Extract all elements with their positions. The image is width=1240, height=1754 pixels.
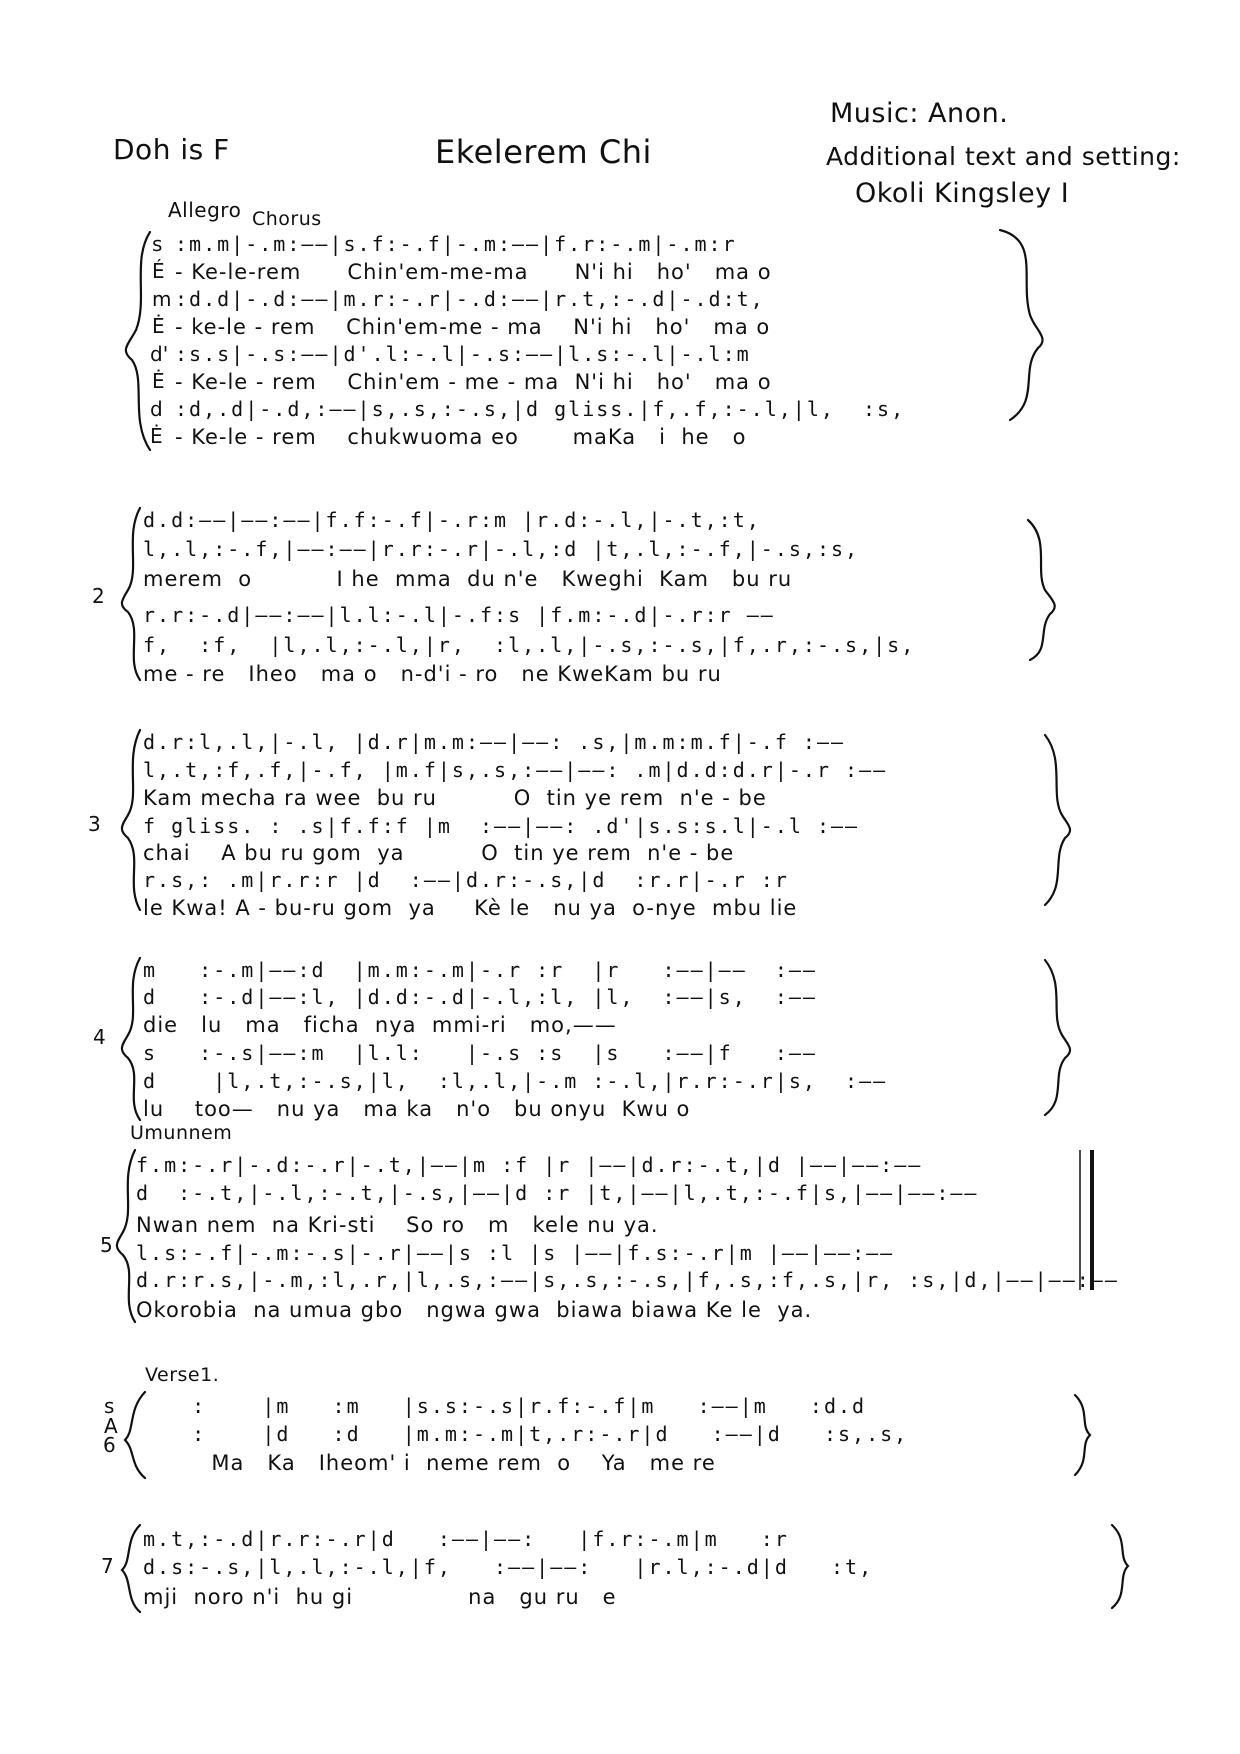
verse-label: Verse1. [145, 1364, 220, 1386]
voice-line: d.r:r.s,|-.m,:l,.r,|l,.s,:——|s,.s,:-.s,|f,.s,:f,.s,|r, :s,|d,|——|——:—— [136, 1268, 1119, 1292]
right-brace [1075, 1395, 1090, 1475]
tenor-lyric: - Ke-le - rem Chin'em - me - ma N'i hi ho' ma o [175, 370, 772, 394]
umunnem-label: Umunnem [130, 1122, 233, 1144]
voice-label: d' [150, 342, 169, 366]
voice-line: : |m :m |s.s:-.s|r.f:-.f|m :——|m :d.d [150, 1394, 867, 1418]
voice-line: d.d:——|——:——|f.f:-.f|-.r:m |r.d:-.l,|-.t,:t, [143, 508, 761, 532]
voice-line: l,.l,:-.f,|——:——|r.r:-.r|-.l,:d |t,.l,:-.f,|-.s,:s, [143, 537, 860, 561]
soprano-lyric: - Ke-le-rem Chin'em-me-ma N'i hi ho' ma o [175, 260, 772, 284]
left-brace [125, 1392, 145, 1478]
lyric-line: Nwan nem na Kri-sti So ro m kele nu ya. [136, 1213, 659, 1237]
left-brace [122, 730, 140, 910]
left-brace [122, 1525, 140, 1612]
left-brace [122, 958, 140, 1120]
bass-lyric: - Ke-le - rem chukwuoma eo maKa i he o [175, 425, 747, 449]
music-credit: Music: Anon. [830, 98, 1009, 129]
right-brace [1045, 735, 1070, 905]
voice-line: f gliss. : .s|f.f:f |m :——|——: .d'|s.s:s.l|-.l :—— [143, 814, 860, 838]
voice-line: : |d :d |m.m:-.m|t,.r:-.r|d :——|d :s,.s, [150, 1422, 909, 1446]
system-number: 6 [103, 1433, 116, 1457]
lyric-line: Kam mecha ra wee bu ru O tin ye rem n'e - be [143, 786, 767, 810]
chorus-label: Chorus [252, 208, 322, 230]
voice-line: r.r:-.d|——:——|l.l:-.l|-.f:s |f.m:-.d|-.r:r —— [143, 603, 775, 627]
lyric-initial: É [152, 259, 165, 283]
lyric-initial: Ė [152, 369, 165, 393]
left-brace [122, 508, 140, 680]
lyric-initial: Ė [152, 314, 165, 338]
lyric-line: mji noro n'i hu gi na gu ru e [143, 1585, 617, 1609]
voice-line: s :-.s|——:m |l.l: |-.s :s |s :——|f :—— [143, 1041, 817, 1065]
voice-line: f, :f, |l,.l,:-.l,|r, :l,.l,|-.s,:-.s,|f,.r,:-.s,|s, [143, 633, 916, 657]
left-brace [126, 232, 150, 450]
key-signature: Doh is F [113, 133, 230, 166]
system-number: 5 [100, 1233, 113, 1257]
tempo-marking: Allegro [168, 198, 242, 222]
system-number: 7 [101, 1554, 114, 1578]
bass-line: :d,.d|-.d,:——|s,.s,:-.s,|d gliss.|f,.f,:-.l,|l, :s, [175, 397, 906, 421]
right-brace [1112, 1525, 1128, 1608]
system-number: 4 [93, 1025, 106, 1049]
system-number: 2 [92, 584, 105, 608]
voice-line: d.r:l,.l,|-.l, |d.r|m.m:——|——: .s,|m.m:m.f|-.f :—— [143, 730, 846, 754]
lyric-line: le Kwa! A - bu-ru gom ya Kè le nu ya o-nye mbu lie [143, 896, 798, 920]
voice-label: A [104, 1414, 118, 1438]
voice-line: d.s:-.s,|l,.l,:-.l,|f, :——|——: |r.l,:-.d|d :t, [143, 1555, 874, 1579]
lyric-line: lu too— nu ya ma ka n'o bu onyu Kwu o [143, 1097, 691, 1121]
left-brace [117, 1150, 135, 1322]
voice-line: d :-.t,|-.l,:-.t,|-.s,|——|d :r |t,|——|l,.t,:-.f|s,|——|——:—— [136, 1181, 979, 1205]
additional-credit: Additional text and setting: [826, 142, 1181, 171]
lyric-line: chai A bu ru gom ya O tin ye rem n'e - be [143, 841, 735, 865]
lyric-line: die lu ma ficha nya mmi-ri mo,—— [143, 1013, 617, 1037]
voice-line: m :-.m|——:d |m.m:-.m|-.r :r |r :——|—— :—— [143, 958, 817, 982]
voice-label: m [152, 287, 172, 311]
voice-line: d |l,.t,:-.s,|l, :l,.l,|-.m :-.l,|r.r:-.r|s, :—— [143, 1069, 888, 1093]
mezzo-line: :d.d|-.d:——|m.r:-.r|-.d:——|r.t,:-.d|-.d:t, [175, 287, 765, 311]
voice-label: s [152, 232, 163, 256]
soprano-line: :m.m|-.m:——|s.f:-.f|-.m:——|f.r:-.m|-.m:r [175, 232, 737, 256]
right-brace [1028, 520, 1055, 660]
voice-line: l,.t,:f,.f,|-.f, |m.f|s,.s,:——|——: .m|d.d:d.r|-.r :—— [143, 758, 888, 782]
lyric-line: Ma Ka Iheom' i neme rem o Ya me re [150, 1451, 716, 1475]
voice-line: d :-.d|——:l, |d.d:-.d|-.l,:l, |l, :——|s, :—— [143, 985, 817, 1009]
lyric-line: Okorobia na umua gbo ngwa gwa biawa biawa Ke le ya. [136, 1298, 813, 1322]
right-brace [1000, 230, 1043, 420]
voice-line: r.s,: .m|r.r:r |d :——|d.r:-.s,|d :r.r|-.r :r [143, 868, 789, 892]
lyric-initial: Ė [150, 424, 163, 448]
voice-line: m.t,:-.d|r.r:-.r|d :——|——: |f.r:-.m|m :r [143, 1527, 789, 1551]
lyric-line: merem o I he mma du n'e Kweghi Kam bu ru [143, 567, 793, 591]
voice-line: f.m:-.r|-.d:-.r|-.t,|——|m :f |r |——|d.r:-.t,|d |——|——:—— [136, 1153, 923, 1177]
voice-label: s [104, 1394, 115, 1418]
author-credit: Okoli Kingsley I [855, 178, 1070, 209]
voice-label: d [150, 397, 163, 421]
right-brace [1045, 960, 1070, 1115]
voice-line: l.s:-.f|-.m:-.s|-.r|——|s :l |s |——|f.s:-.r|m |——|——:—— [136, 1241, 895, 1265]
system-number: 3 [88, 812, 101, 836]
tenor-line: :s.s|-.s:——|d'.l:-.l|-.s:——|l.s:-.l|-.l:m [175, 342, 751, 366]
mezzo-lyric: - ke-le - rem Chin'em-me - ma N'i hi ho' ma o [175, 315, 771, 339]
song-title: Ekelerem Chi [435, 133, 652, 171]
lyric-line: me - re Iheo ma o n-d'i - ro ne KweKam bu ru [143, 662, 722, 686]
